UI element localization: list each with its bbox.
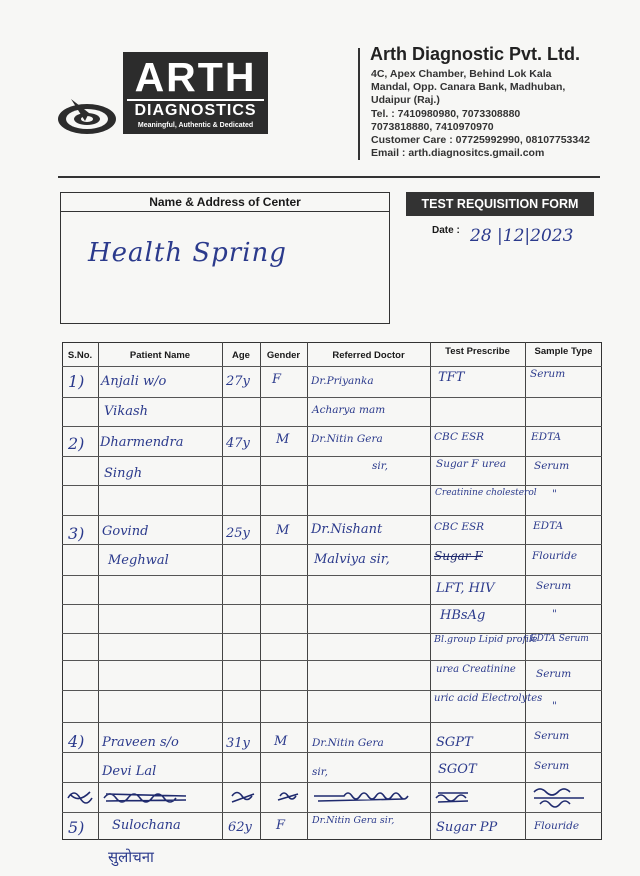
- center-heading: Name & Address of Center: [60, 192, 390, 212]
- date-label: Date :: [432, 225, 460, 236]
- cell-patient-name: Praveen s/o: [102, 735, 179, 750]
- cell-sample: ": [552, 608, 557, 620]
- logo-emblem-icon: [55, 55, 125, 140]
- cell-test: uric acid Electrolytes: [434, 693, 543, 704]
- cell-patient-name: Anjali w/o: [101, 374, 167, 389]
- header-gender: Gender: [266, 350, 301, 361]
- header-test-prescribe: Test Prescribe: [445, 346, 510, 357]
- cell-age: 27y: [226, 374, 250, 389]
- row-divider: [62, 604, 602, 605]
- cell-test: TFT: [438, 370, 465, 385]
- cell-test: HBsAg: [440, 608, 486, 623]
- cell-sample: Serum: [536, 580, 572, 592]
- company-name: Arth Diagnostic Pvt. Ltd.: [370, 44, 581, 64]
- cell-doctor: sir,: [372, 460, 388, 472]
- cell-sample: Serum: [534, 730, 570, 742]
- cell-patient-name: Dharmendra: [100, 435, 184, 450]
- row-divider: [62, 660, 602, 661]
- row-divider: [62, 782, 602, 783]
- row-divider: [62, 426, 602, 427]
- cell-sno: 5): [68, 818, 85, 837]
- cell-gender: F: [272, 372, 282, 387]
- logo-word-diagnostics: DIAGNOSTICS: [127, 99, 264, 120]
- cell-test: Sugar F urea: [436, 458, 507, 470]
- cell-test: urea Creatinine: [436, 664, 516, 675]
- address-line: Udaipur (Raj.): [371, 94, 440, 106]
- col-divider: [307, 342, 308, 840]
- row-divider: [62, 485, 602, 486]
- col-divider: [430, 342, 431, 840]
- header-referred-doctor: Referred Doctor: [332, 350, 405, 361]
- cell-gender: M: [276, 432, 290, 447]
- phone-line: Tel. : 7410980980, 7073308880: [371, 108, 521, 120]
- row-divider: [62, 575, 602, 576]
- col-divider: [222, 342, 223, 840]
- col-divider: [525, 342, 526, 840]
- cell-doctor: Dr.Nitin Gera: [312, 737, 384, 749]
- cell-doctor: Dr.Nitin Gera sir,: [312, 815, 395, 826]
- header-age: Age: [232, 350, 250, 361]
- row-divider: [62, 544, 602, 545]
- header-sample-type: Sample Type: [534, 346, 593, 357]
- cell-sample: Serum: [534, 460, 570, 472]
- cell-doctor: Malviya sir,: [314, 552, 390, 567]
- cell-age: 31y: [226, 736, 250, 751]
- date-value: 28 |12|2023: [470, 226, 574, 246]
- cell-age: 25y: [226, 526, 250, 541]
- cell-patient-name: Devi Lal: [102, 764, 157, 779]
- cell-gender: M: [276, 523, 290, 538]
- header-patient-name: Patient Name: [129, 350, 191, 361]
- cell-doctor: Dr.Nitin Gera: [311, 433, 383, 445]
- cell-sample: Flouride: [532, 550, 578, 562]
- cell-sno: 4): [68, 732, 85, 751]
- cell-sample: ": [552, 700, 557, 712]
- cell-doctor: Acharya mam: [312, 404, 386, 416]
- header-divider: [358, 48, 360, 160]
- cell-test-struck: Sugar F: [434, 549, 483, 563]
- cell-test: LFT, HIV: [436, 581, 495, 596]
- cell-sample: Serum: [534, 760, 570, 772]
- col-divider: [98, 342, 99, 840]
- center-name: Health Spring: [88, 238, 287, 268]
- cell-test: SGOT: [438, 762, 477, 777]
- cell-sample: Flouride: [534, 820, 580, 832]
- form-title: TEST REQUISITION FORM: [406, 192, 594, 216]
- address-line: 4C, Apex Chamber, Behind Lok Kala: [371, 68, 552, 80]
- cell-test: CBC ESR: [434, 431, 485, 443]
- cell-sample: ": [552, 488, 557, 500]
- cell-sno: 3): [68, 524, 85, 543]
- row-divider: [62, 812, 602, 813]
- cell-sample: Serum: [530, 368, 566, 380]
- cell-age: 62y: [228, 820, 252, 835]
- cell-test: CBC ESR: [434, 521, 485, 533]
- phone-line: 7073818880, 7410970970: [371, 121, 494, 133]
- customer-care-line: Customer Care : 07725992990, 08107753342: [371, 134, 590, 146]
- header-rule: [58, 176, 600, 178]
- col-divider: [260, 342, 261, 840]
- handwritten-hindi-name: सुलोचना: [108, 848, 154, 866]
- cell-sample: Serum: [536, 668, 572, 680]
- cell-test: Bl.group Lipid profile: [434, 634, 538, 645]
- cell-age: 47y: [226, 436, 250, 451]
- cell-test: Sugar PP: [436, 820, 498, 835]
- cell-test: SGPT: [436, 735, 473, 750]
- cell-sno: 2): [68, 434, 85, 453]
- row-divider: [62, 366, 602, 367]
- logo-tagline: Meaningful, Authentic & Dedicated: [137, 122, 254, 129]
- row-divider: [62, 456, 602, 457]
- cell-gender: F: [276, 818, 286, 833]
- cell-gender: M: [274, 734, 288, 749]
- cell-sample: EDTA Serum: [530, 634, 589, 644]
- cell-patient-name: Singh: [104, 466, 143, 481]
- row-divider: [62, 752, 602, 753]
- row-divider: [62, 397, 602, 398]
- cell-patient-name: Govind: [102, 524, 149, 539]
- cell-sno: 1): [68, 372, 85, 391]
- cell-test: Creatinine cholesterol: [435, 488, 537, 498]
- logo-box: [123, 52, 268, 134]
- cell-doctor: Dr.Nishant: [311, 522, 383, 537]
- scribbled-out-row: [62, 784, 602, 812]
- row-divider: [62, 722, 602, 723]
- cell-patient-name: Sulochana: [112, 818, 181, 833]
- header-sno: S.No.: [67, 350, 93, 361]
- cell-sample: EDTA: [533, 520, 564, 532]
- cell-patient-name: Meghwal: [108, 553, 169, 568]
- address-line: Mandal, Opp. Canara Bank, Madhuban,: [371, 81, 566, 93]
- cell-doctor: Dr.Priyanka: [311, 375, 374, 387]
- email-line: Email : arth.diagnositcs.gmail.com: [371, 147, 545, 159]
- cell-patient-name: Vikash: [104, 404, 148, 419]
- cell-doctor: sir,: [312, 766, 328, 778]
- logo-word-arth: ARTH: [134, 54, 257, 100]
- row-divider: [62, 690, 602, 691]
- cell-sample: EDTA: [531, 431, 562, 443]
- row-divider: [62, 515, 602, 516]
